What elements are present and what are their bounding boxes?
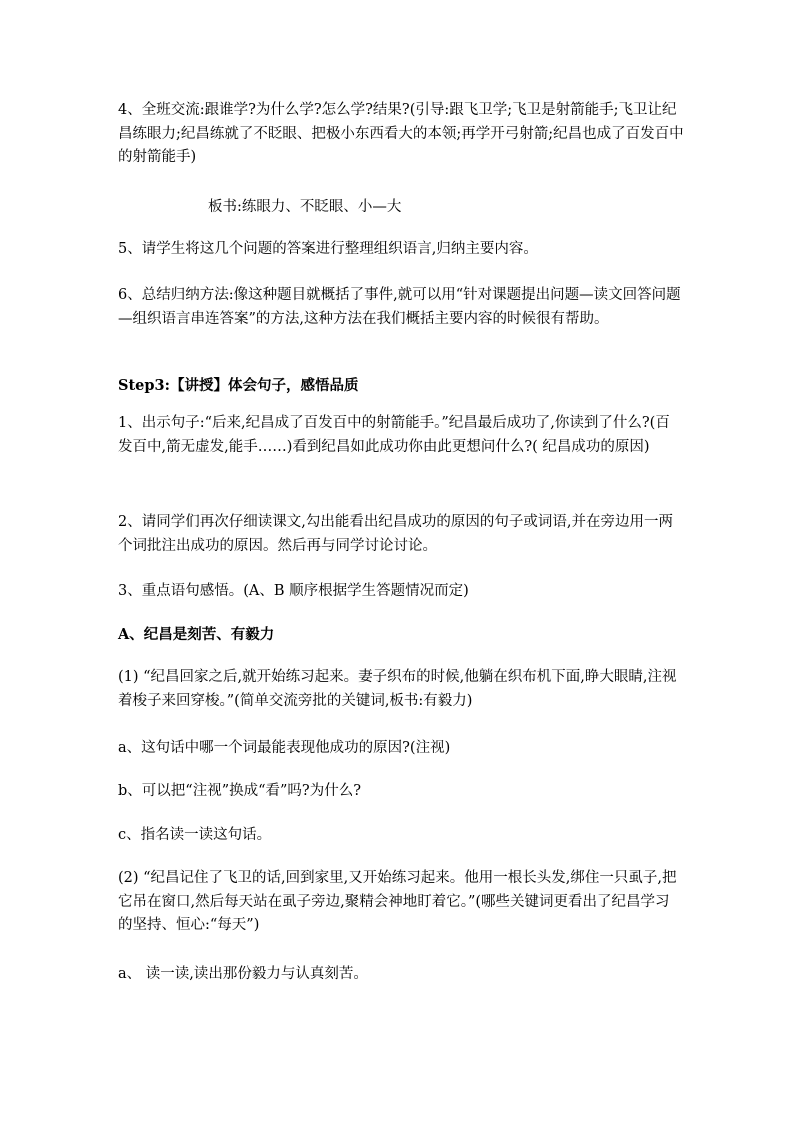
paragraph-q-c: c、指名读一读这句话。 (118, 827, 272, 843)
subheading-a: A、纪昌是刻苦、有毅力 (118, 626, 275, 643)
section-heading-step3: Step3:【讲授】体会句子，感悟品质 (118, 377, 359, 394)
paragraph-board-notes: 板书:练眼力、不眨眼、小—大 (208, 199, 402, 215)
paragraph-q-a: a、这句话中哪一个词最能表现他成功的原因?(注视) (118, 740, 451, 756)
paragraph-step6: 6、总结归纳方法:像这种题目就概括了事件,就可以用“针对课题提出问题—读文回答问题—组织语言串连答案”的方法,这种方法在我们概括主要内容的时候很有帮助。 (118, 287, 681, 327)
paragraph-step5: 5、请学生将这几个问题的答案进行整理组织语言,归纳主要内容。 (118, 241, 538, 257)
paragraph-q-b: b、可以把“注视”换成“看”吗?为什么? (118, 783, 361, 799)
paragraph-quote2: (2) “纪昌记住了飞卫的话,回到家里,又开始练习起来。他用一根长头发,绑住一只虱子,把它吊在窗口,然后每天站在虱子旁边,聚精会神地盯着它。”(哪些关键词更看出了纪昌学习的坚持、恒心:“每天”) (118, 870, 677, 933)
paragraph-step4: 4、全班交流:跟谁学?为什么学?怎么学?结果?(引导:跟飞卫学;飞卫是射箭能手;飞卫让纪昌练眼力;纪昌练就了不眨眼、把极小东西看大的本领;再学开弓射箭;纪昌也成了百发百中的射箭能手) (118, 102, 684, 165)
paragraph-item3: 3、重点语句感悟。(A、B 顺序根据学生答题情况而定) (118, 583, 469, 599)
paragraph-item2: 2、请同学们再次仔细读课文,勾出能看出纪昌成功的原因的句子或词语,并在旁边用一两个词批注出成功的原因。然后再与同学讨论讨论。 (118, 514, 673, 554)
paragraph-read-a: a、 读一读,读出那份毅力与认真刻苦。 (118, 966, 368, 982)
paragraph-quote1: (1) “纪昌回家之后,就开始练习起来。妻子织布的时候,他躺在织布机下面,睁大眼睛,注视着梭子来回穿梭。”(简单交流旁批的关键词,板书:有毅力) (118, 669, 677, 709)
paragraph-item1: 1、出示句子:“后来,纪昌成了百发百中的射箭能手。”纪昌最后成功了,你读到了什么?(百发百中,箭无虚发,能手……)看到纪昌如此成功你由此更想问什么?( 纪昌成功的原因) (118, 415, 670, 455)
